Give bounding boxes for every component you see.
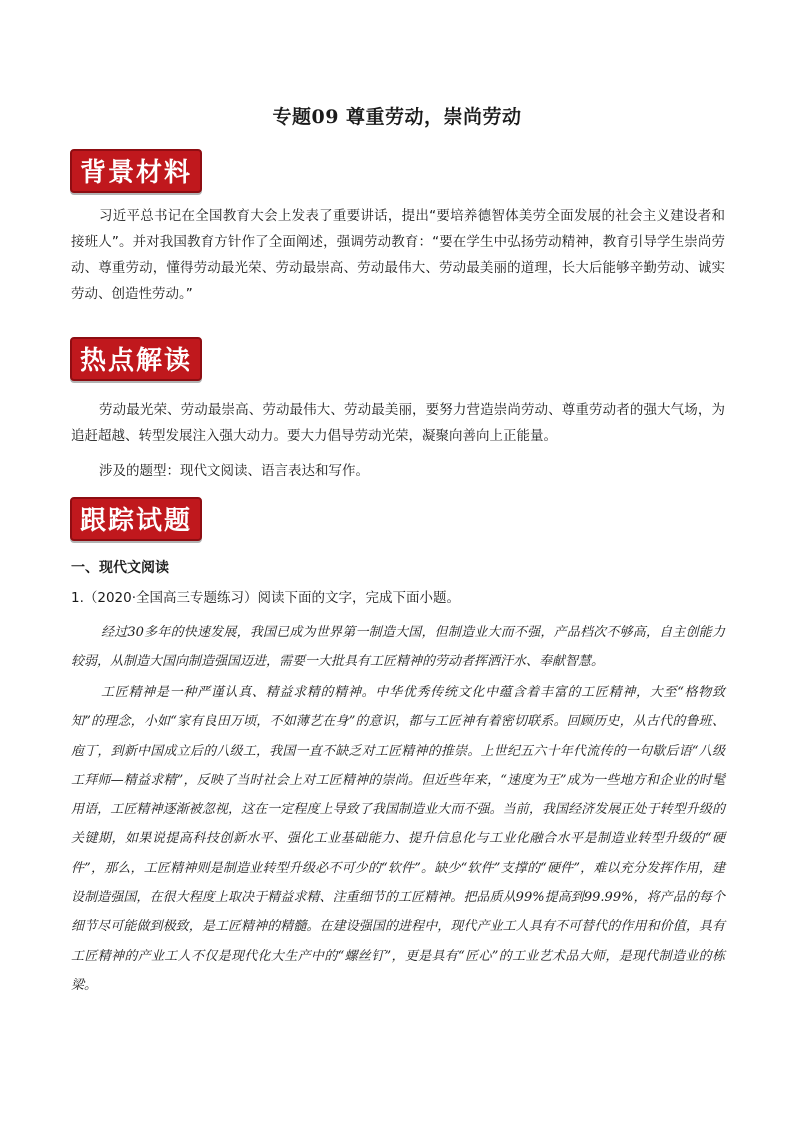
question-1-prompt: 1.（2020·全国高三专题练习）阅读下面的文字，完成下面小题。: [71, 590, 461, 606]
reading-passage-paragraph-1: 经过30多年的快速发展，我国已成为世界第一制造大国，但制造业大而不强，产品档次不够高，自主创能力较弱，从制造大国向制造强国迈进，需要一大批具有工匠精神的劳动者挥洒汗水、奉献智慧。: [71, 625, 725, 670]
page-title: 专题09 尊重劳动，崇尚劳动: [272, 106, 522, 128]
section-heading-modern-reading: 一、现代文阅读: [71, 560, 169, 576]
section-badge-hotspot: 热点解读: [70, 337, 202, 381]
section-badge-background: 背景材料: [70, 149, 202, 193]
background-paragraph: 习近平总书记在全国教育大会上发表了重要讲话，提出“要培养德智体美劳全面发展的社会主义建设者和接班人”。并对我国教育方针作了全面阐述，强调劳动教育：“要在学生中弘扬劳动精神，教育引导学生崇尚劳动、尊重劳动，懂得劳动最光荣、劳动最崇高、劳动最伟大、劳动最美丽的道理，长大后能够辛勤劳动、诚实劳动、创造性劳动。”: [71, 208, 725, 302]
hotspot-paragraph: 劳动最光荣、劳动最崇高、劳动最伟大、劳动最美丽，要努力营造崇尚劳动、尊重劳动者的强大气场，为追赶超越、转型发展注入强大动力。要大力倡导劳动光荣，凝聚向善向上正能量。: [71, 402, 725, 444]
question-types-line: 涉及的题型：现代文阅读、语言表达和写作。: [99, 463, 369, 479]
reading-passage-paragraph-2: 工匠精神是一种严谨认真、精益求精的精神。中华优秀传统文化中蕴含着丰富的工匠精神，大至“格物致知”的理念，小如“家有良田万顷，不如薄艺在身”的意识，都与工匠神有着密切联系。回顾历史，从古代的鲁班、庖丁，到新中国成立后的八级工，我国一直不缺乏对工匠精神的推崇。上世纪五六十年代流传的一句歇后语“八级工拜师—精益求精”，反映了当时社会上对工匠精神的崇尚。但近些年来，“速度为王”成为一些地方和企业的时髦用语，工匠精神逐渐被忽视，这在一定程度上导致了我国制造业大而不强。当前，我国经济发展正处于转型升级的关键期，如果说提高科技创新水平、强化工业基础能力、提升信息化与工业化融合水平是制造业转型升级的“硬件”，那么，工匠精神则是制造业转型升级必不可少的“软件”。缺少“软件”支撑的“硬件”，难以充分发挥作用，建设制造强国，在很大程度上取决于精益求精、注重细节的工匠精神。把品质从99%提高到99.99%，将产品的每个细节尽可能做到极致，是工匠精神的精髓。在建设强国的进程中，现代产业工人具有不可替代的作用和价值，具有工匠精神的产业工人不仅是现代化大生产中的“螺丝钉”，更是具有“匠心”的工业艺术品大师，是现代制造业的栋梁。: [71, 685, 725, 993]
section-badge-exercises: 跟踪试题: [70, 497, 202, 541]
